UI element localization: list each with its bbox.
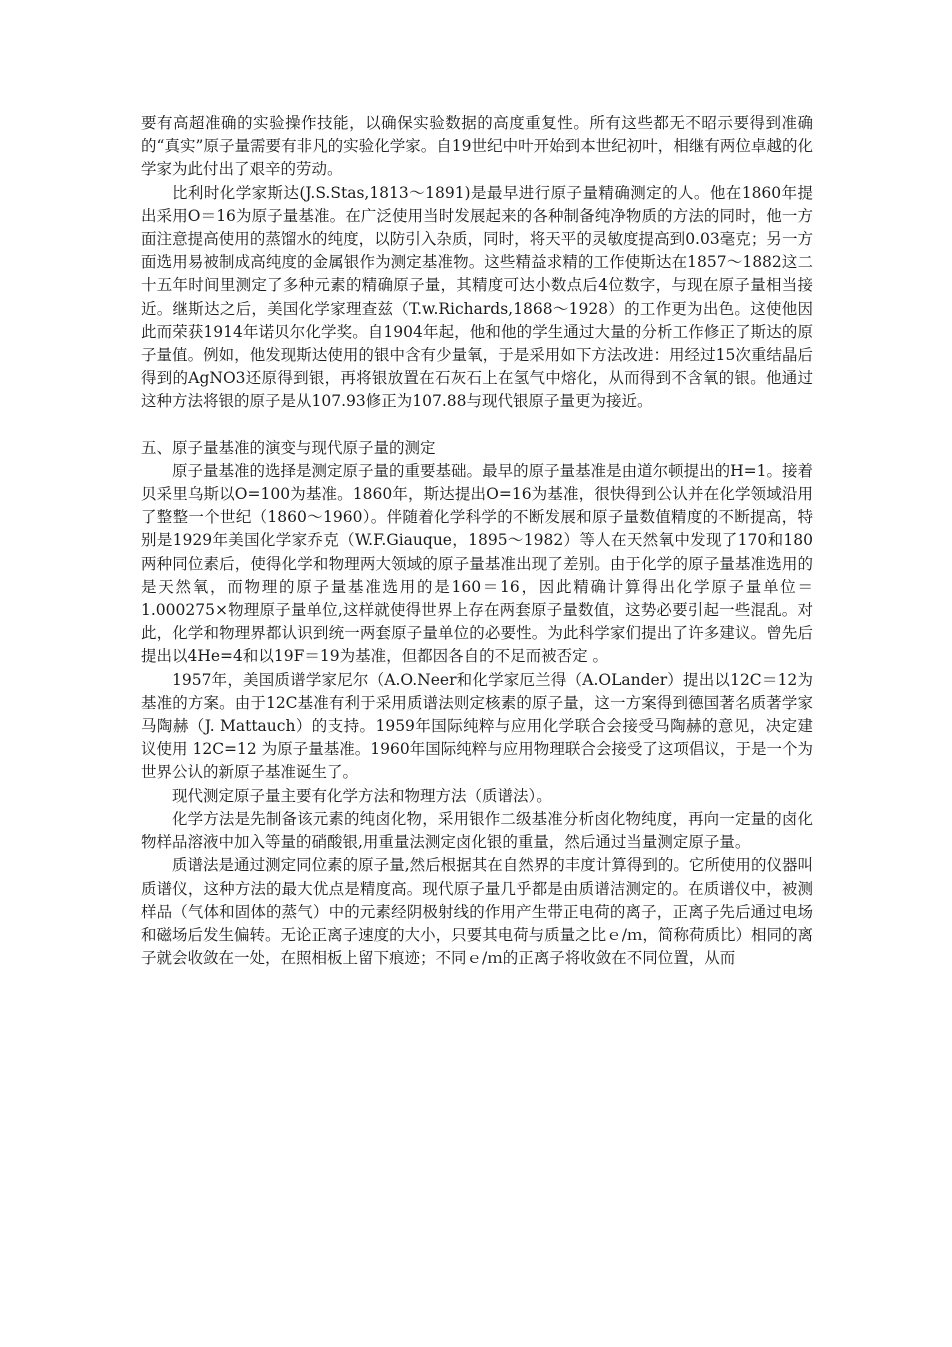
paragraph-carbon-12-standard: 1957年，美国质谱学家尼尔（A.O.Neer和化学家厄兰得（A.OLander）提出以12C＝12为基准的方案。由于12C基准有利于采用质谱法则定核素的原子量，这一方案得到德国著名质著学家马陶赫（J. Mattauch）的支持。1959年国际纯粹与应用化学联合会接受马陶赫的意见，决定建议使用 12C=12 为原子量基准。1960年国际纯粹与应用物理联合会接受了这项倡议，于是一个为世界公认的新原子基准诞生了。	[141, 670, 813, 782]
paragraph-atomic-weight-standard: 原子量基准的选择是测定原子量的重要基础。最早的原子量基准是由道尔顿提出的H=1。接着贝采里乌斯以O=100为基准。1860年，斯达提出O=16为基准，很快得到公认并在化学领域沿用了整整一个世纪（1860～1960）。伴随着化学科学的不断发展和原子量数值精度的不断提高，特别是1929年美国化学家乔克（W.F.Giauque，1895～1982）等人在天然氧中发现了170和180两种同位素后，使得化学和物理两大领域的原子量基准出现了差别。由于化学的原子量基准选用的是天然氧，而物理的原子量基准选用的是160＝16，因此精确计算得出化学原子量单位＝1.000275×物理原子量单位,这样就使得世界上存在两套原子量数值，这势必要引起一些混乱。对此，化学和物理界都认识到统一两套原子量单位的必要性。为此科学家们提出了许多建议。曾先后提出以4He=4和以19F＝19为基准，但都因各自的不足而被否定 。	[141, 461, 813, 666]
paragraph-intro: 要有高超准确的实验操作技能，以确保实验数据的高度重复性。所有这些都无不昭示要得到准确的“真实”原子量需要有非凡的实验化学家。自19世纪中叶开始到本世纪初叶，相继有两位卓越的化学家为此付出了艰辛的劳动。	[141, 114, 813, 179]
section-gap	[141, 414, 813, 437]
paragraph-chemical-method: 化学方法是先制备该元素的纯卤化物，采用银作二级基准分析卤化物纯度，再向一定量的卤化物样品溶液中加入等量的硝酸银,用重量法测定卤化银的重量，然后通过当量测定原子量。	[141, 809, 813, 852]
section-heading: 五、原子量基准的演变与现代原子量的测定	[141, 438, 436, 457]
paragraph-mass-spectrometry: 质谱法是通过测定同位素的原子量,然后根据其在自然界的丰度计算得到的。它所使用的仪器叫质谱仪，这种方法的最大优点是精度高。现代原子量几乎都是由质谱洁测定的。在质谱仪中，被测样品（气体和固体的蒸气）中的元素经阴极射线的作用产生带正电荷的离子，正离子先后通过电场和磁场后发生偏转。无论正离子速度的大小，只要其电荷与质量之比ｅ/ｍ，简称荷质比）相同的离子就会收敛在一处，在照相板上留下痕迹；不同ｅ/ｍ的正离子将收敛在不同位置，从而	[141, 856, 813, 968]
paragraph-modern-methods: 现代测定原子量主要有化学方法和物理方法（质谱法）。	[172, 786, 552, 805]
document-page	[141, 112, 813, 970]
paragraph-stas-richards: 比利时化学家斯达(J.S.Stas,1813～1891)是最早进行原子量精确测定的人。他在1860年提出采用O＝16为原子量基准。在广泛使用当时发展起来的各种制备纯净物质的方法的同时，他一方面注意提高使用的蒸馏水的纯度，以防引入杂质，同时，将天平的灵敏度提高到0.03毫克；另一方面选用易被制成高纯度的金属银作为测定基准物。这些精益求精的工作使斯达在1857～1882这二十五年时间里测定了多种元素的精确原子量，其精度可达小数点后4位数字，与现在原子量相当接近。继斯达之后，美国化学家理查兹（T.w.Richards,1868～1928）的工作更为出色。这使他因此而荣获1914年诺贝尔化学奖。自1904年起，他和他的学生通过大量的分析工作修正了斯达的原子量值。例如，他发现斯达使用的银中含有少量氧，于是采用如下方法改进：用经过15次重结晶后得到的AgNO3还原得到银，再将银放置在石灰石上在氢气中熔化，从而得到不含氧的银。他通过这种方法将银的原子是从107.93修正为107.88与现代银原子量更为接近。	[141, 183, 813, 411]
